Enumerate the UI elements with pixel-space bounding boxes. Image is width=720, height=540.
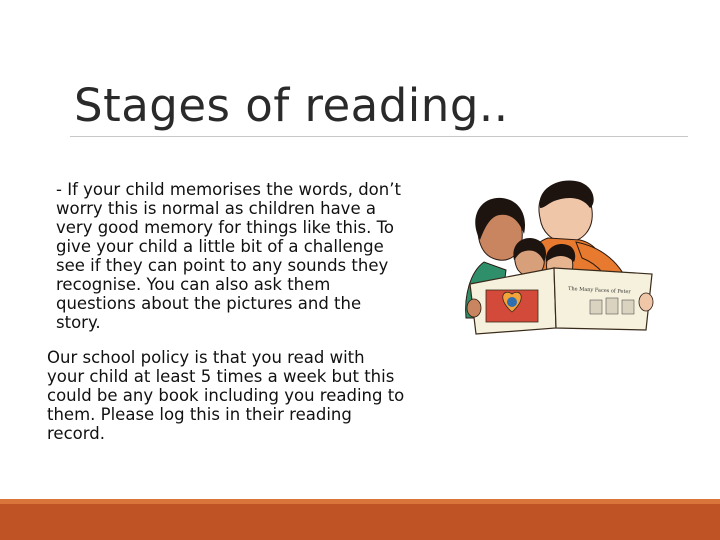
- title-divider: [70, 136, 688, 137]
- book-title-text: The Many Faces of Peter: [567, 286, 631, 296]
- paragraph-memorising: - If your child memorises the words, don’t worry this is normal as children have a very good memory for things like this. To give your child a little bit of a challenge see if they can point to any sounds they recognise. You can also ask them questions about the pictures and the story.: [56, 180, 401, 332]
- mother-hand: [467, 299, 481, 317]
- slide-title: Stages of reading..: [74, 79, 509, 132]
- father-hand: [639, 293, 653, 311]
- paragraph-school-policy: Our school policy is that you read with your child at least 5 times a week but this could be any book including you reading to them. Please log this in their reading record.: [47, 348, 405, 443]
- family-reading-illustration: [456, 178, 658, 338]
- footer-accent-band: [0, 504, 720, 540]
